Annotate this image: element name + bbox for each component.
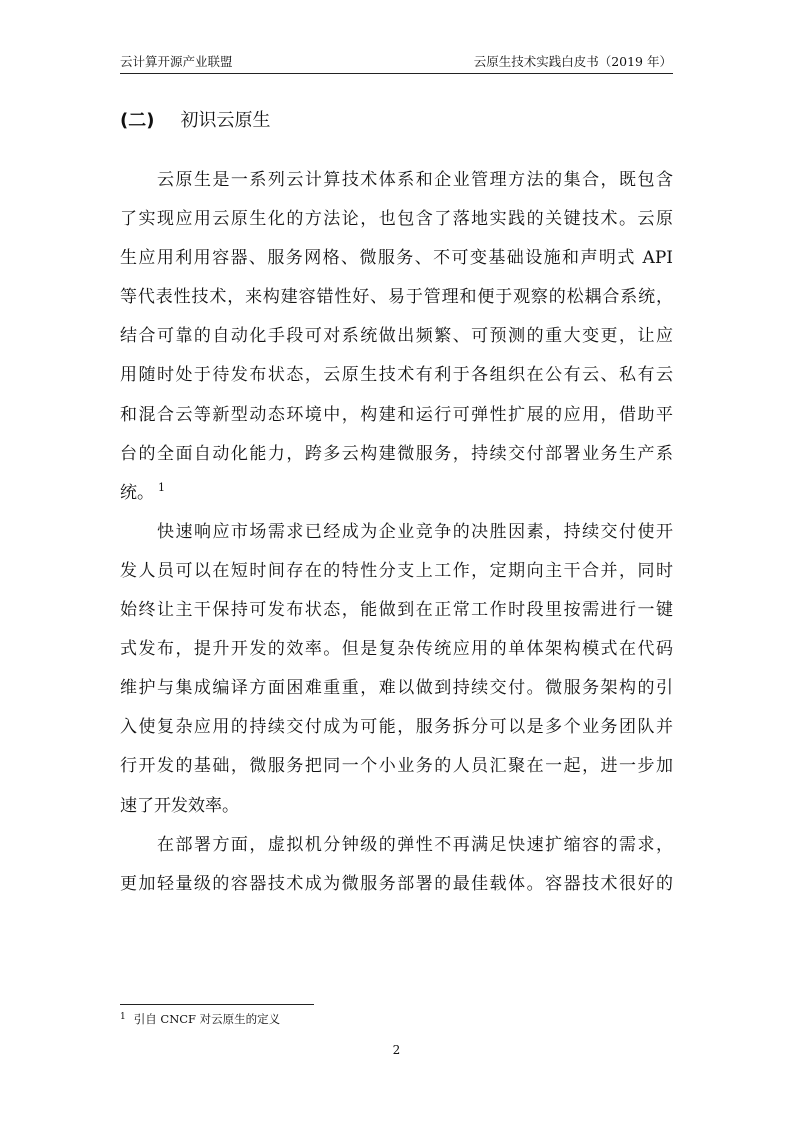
section-heading bbox=[120, 108, 270, 134]
paragraph-1-line: 了实现应用云原生化的方法论，也包含了落地实践的关键技术。云原 bbox=[120, 209, 673, 230]
footnote bbox=[120, 1011, 280, 1029]
running-header-right: 云原生技术实践白皮书（2019 年） bbox=[473, 54, 672, 69]
footnote-divider bbox=[120, 1004, 314, 1005]
paragraph-1-last-line bbox=[120, 474, 673, 513]
paragraph-1-line: 结合可靠的自动化手段可对系统做出频繁、可预测的重大变更，让应 bbox=[120, 326, 673, 347]
paragraph-1-line: 生应用利用容器、服务网格、微服务、不可变基础设施和声明式 API bbox=[120, 248, 673, 269]
footnote-mark: 1 bbox=[120, 1012, 126, 1022]
running-header-left: 云计算开源产业联盟 bbox=[120, 54, 233, 69]
paragraph-2-line: 始终让主干保持可发布状态，能做到在正常工作时段里按需进行一键 bbox=[120, 600, 673, 621]
page-number: 2 bbox=[392, 1043, 401, 1057]
paragraph-3-line: 更加轻量级的容器技术成为微服务部署的最佳载体。容器技术很好的 bbox=[120, 873, 673, 894]
paragraph-1-line: 台的全面自动化能力，跨多云构建微服务，持续交付部署业务生产系 bbox=[120, 443, 673, 464]
footnote-reference[interactable]: 1 bbox=[158, 480, 165, 494]
paragraph-2-line: 快速响应市场需求已经成为企业竞争的决胜因素，持续交付使开 bbox=[157, 521, 673, 542]
body-text bbox=[120, 161, 673, 904]
section-number: (二) bbox=[120, 110, 155, 131]
paragraph-1-line: 统。 bbox=[120, 482, 154, 503]
paragraph-1-line: 用随时处于待发布状态，云原生技术有利于各组织在公有云、私有云 bbox=[120, 365, 673, 386]
paragraph-2-line: 入使复杂应用的持续交付成为可能，服务拆分可以是多个业务团队并 bbox=[120, 717, 673, 738]
paragraph-2-line: 式发布，提升开发的效率。但是复杂传统应用的单体架构模式在代码 bbox=[120, 639, 673, 660]
paragraph-1-line: 和混合云等新型动态环境中，构建和运行可弹性扩展的应用，借助平 bbox=[120, 404, 673, 425]
paragraph-1-line: 等代表性技术，来构建容错性好、易于管理和便于观察的松耦合系统， bbox=[120, 287, 673, 308]
paragraph-2-line: 维护与集成编译方面困难重重，难以做到持续交付。微服务架构的引 bbox=[120, 678, 673, 699]
footnote-text: 引自 CNCF 对云原生的定义 bbox=[133, 1012, 281, 1026]
paragraph-2-line: 速了开发效率。 bbox=[120, 795, 239, 816]
paragraph-1-line: 云原生是一系列云计算技术体系和企业管理方法的集合，既包含 bbox=[157, 170, 673, 190]
paragraph-2-line: 行开发的基础，微服务把同一个小业务的人员汇聚在一起，进一步加 bbox=[120, 756, 673, 777]
paragraph-3-line: 在部署方面，虚拟机分钟级的弹性不再满足快速扩缩容的需求， bbox=[157, 834, 673, 855]
header-divider bbox=[120, 73, 673, 74]
section-title: 初识云原生 bbox=[180, 110, 271, 131]
paragraph-2-line: 发人员可以在短时间存在的特性分支上工作，定期向主干合并，同时 bbox=[120, 560, 673, 581]
